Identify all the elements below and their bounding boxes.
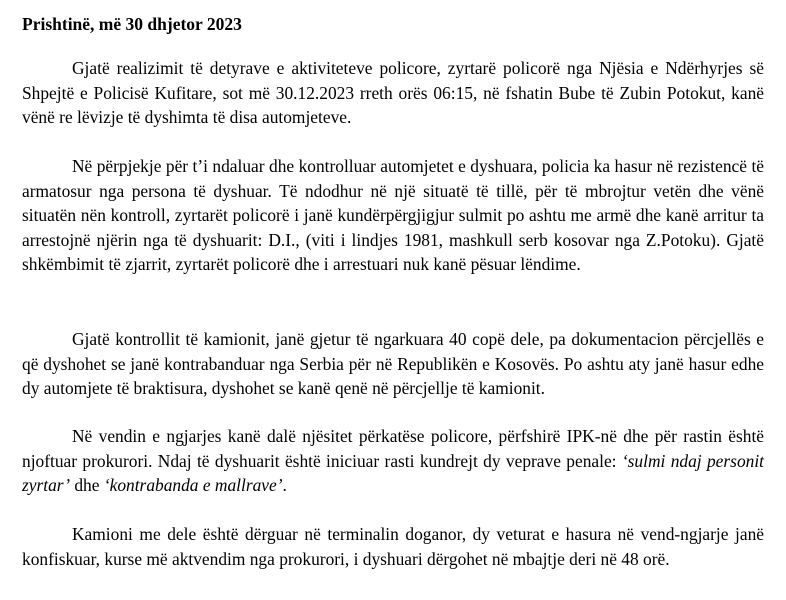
paragraph-end-punctuation: .	[282, 475, 287, 495]
document-heading: Prishtinë, më 30 dhjetor 2023	[22, 14, 242, 34]
paragraph-connector: dhe	[70, 475, 104, 495]
paragraph-armed-resistance: Në përpjekje për t’i ndaluar dhe kontrolluar automjetet e dyshuara, policia ka hasur në rezistencë të armatosur nga persona të dyshuar. Të ndodhur në një situatë të tillë, për të mbrojtur vetën dhe vënë situatën nën kontroll, zyrtarët policorë i janë kundërpërgjigjur sulmit po ashtu me armë dhe kanë arritur ta arrestojnë njërin nga të dyshuarit: D.I., (viti i lindjes 1981, mashkull serb kosovar nga Z.Potoku). Gjatë shkëmbimit të zjarrit, zyrtarët policorë dhe i arrestuari nuk kanë pësuar lëndime.	[22, 156, 764, 274]
paragraph-criminal-case-text: Në vendin e ngjarjes kanë dalë njësitet përkatëse policore, përfshirë IPK-në dhe për rastin është njoftuar prokurori. Ndaj të dyshuarit është iniciuar rasti kundrejt dy veprave penale:	[22, 426, 764, 471]
paragraph-criminal-case	[22, 424, 764, 498]
offense-assault-official: ‘sulmi ndaj personit zyrtar’	[22, 450, 764, 495]
offense-smuggling-goods: ‘kontrabanda e mallrave’	[103, 475, 283, 495]
paragraph-confiscation-detention: Kamioni me dele është dërguar në terminalin doganor, dy veturat e hasura në vend-ngjarje janë konfiskuar, kurse më aktvendim nga prokurori, i dyshuari dërgohet në mbajtje deri në 48 orë.	[22, 524, 764, 569]
paragraph-detection: Gjatë realizimit të detyrave e aktiviteteve policore, zyrtarë policorë nga Njësia e Ndërhyrjes së Shpejtë e Policisë Kufitare, sot më 30.12.2023 rreth orës 06:15, në fshatin Bube të Zubin Potokut, kanë vënë re lëvizje të dyshimta të disa automjeteve.	[22, 58, 764, 127]
paragraph-truck-inspection: Gjatë kontrollit të kamionit, janë gjetur të ngarkuara 40 copë dele, pa dokumentacion përcjellës e që dyshohet se janë kontrabanduar nga Serbia për në Republikën e Kosovës. Po ashtu aty janë hasur edhe dy automjete të braktisura, dyshohet se kanë qenë në përcjellje të kamionit.	[22, 329, 764, 398]
